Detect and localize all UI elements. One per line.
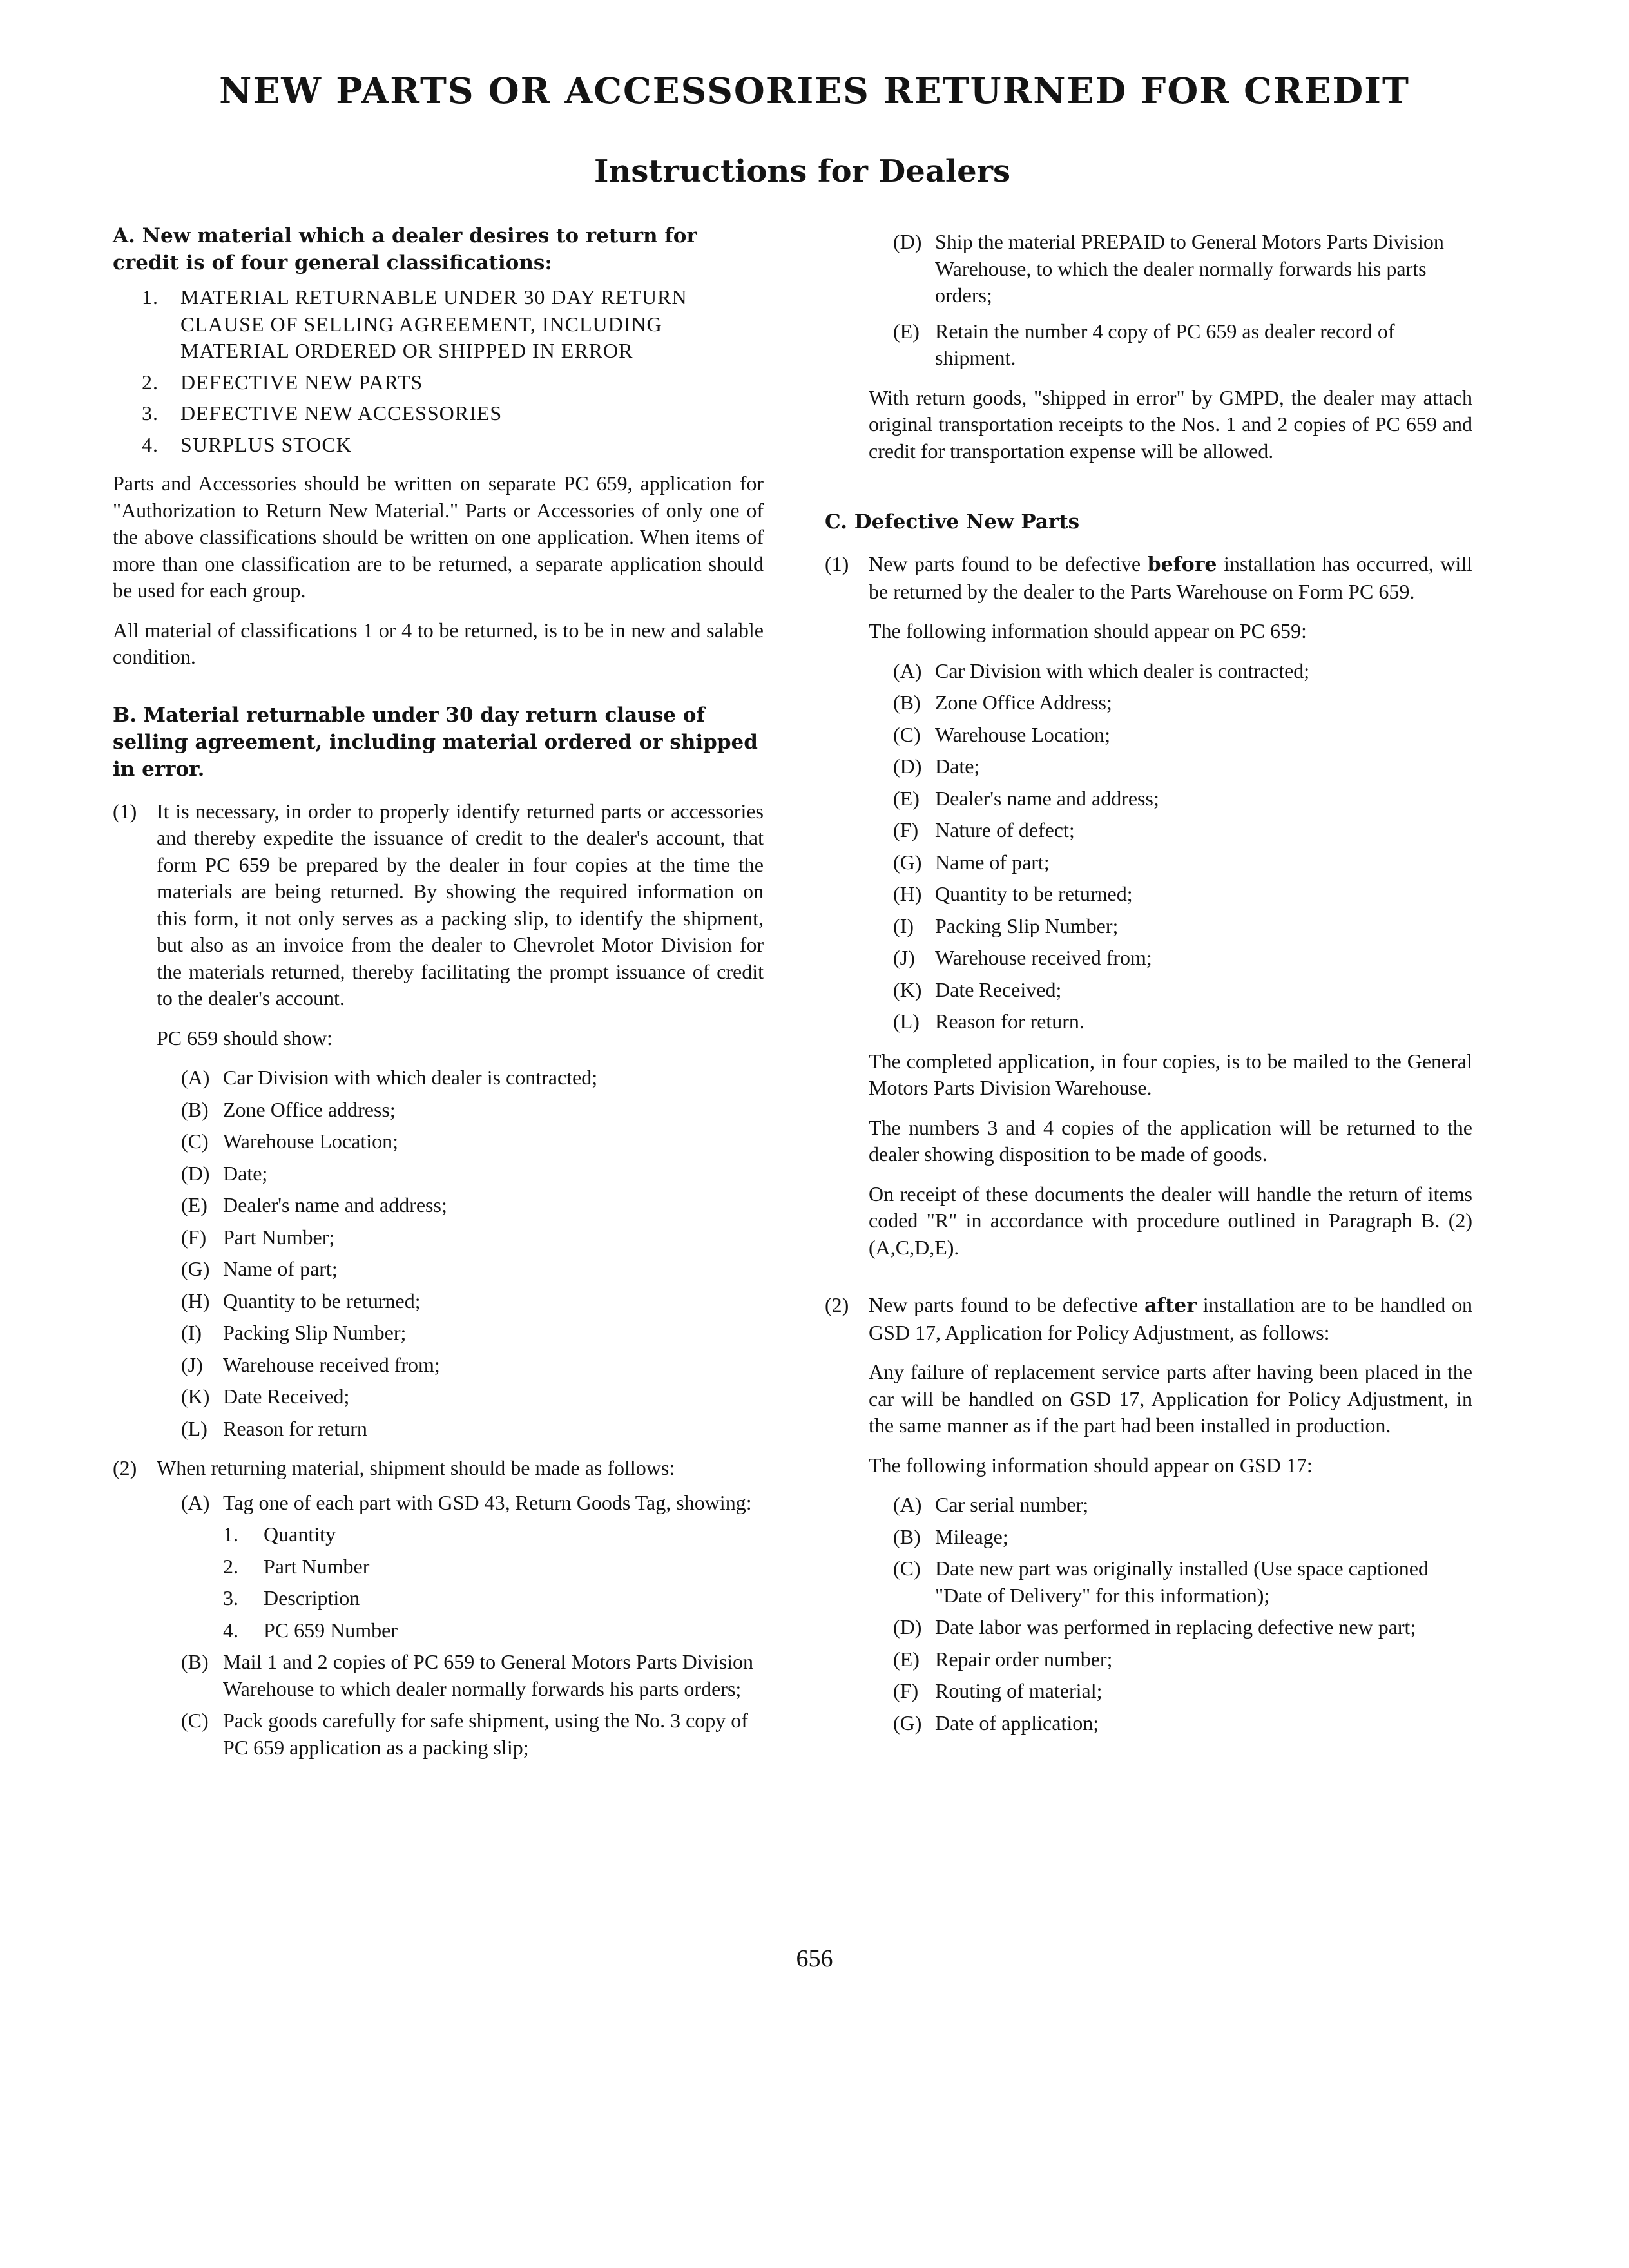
list-item: 1. Quantity [223,1523,336,1546]
list-item: 4. PC 659 Number [223,1618,398,1642]
list-item: 2. Part Number [223,1554,370,1578]
right-column [825,229,1472,1742]
section-c-paragraph: The completed application, in four copies, is to be mailed to the General Motors Parts Division Warehouse. [869,1049,1472,1099]
pc659-fields-list [181,1064,764,1442]
section-c-item-1 [825,551,1472,1261]
item-marker: (2) [825,1293,849,1316]
list-item: (E) Repair order number; [893,1647,1113,1671]
gsd17-intro: The following information should appear on GSD 17: [869,1453,1313,1477]
section-b-item-2 [113,1455,764,1761]
item-marker: (1) [113,799,137,823]
list-item: (F) Part Number; [181,1225,335,1249]
list-item: (H) Quantity to be returned; [181,1289,421,1312]
list-item: (E) Dealer's name and address; [893,786,1159,810]
gsd17-fields-list [893,1492,1472,1736]
item-marker: (2) [113,1456,137,1479]
tag-items-list [223,1521,764,1644]
list-item: (B) Zone Office address; [181,1097,396,1121]
list-item: (F) Routing of material; [893,1679,1103,1702]
list-item: 2. DEFECTIVE NEW PARTS [142,370,423,394]
list-item: (G) Date of application; [893,1711,1099,1735]
section-c-item-2 [825,1292,1472,1736]
list-item: (D) Date; [181,1161,268,1185]
section-c-paragraph: New parts found to be defective before installation has occurred, will be returned by the dealer to the Parts Warehouse on Form PC 659. [869,552,1473,603]
section-b-item-1 [113,798,764,1443]
shipment-steps-continued [893,229,1472,372]
section-b-paragraph: It is necessary, in order to properly identify returned parts or accessories and thereby expedite the issuance of credit to the dealer's account, that form PC 659 be prepared by the dealer in four copies at the time the materials are being returned. By showing the required information on this form, it not only serves as a packing slip, to identify the shipment, but also as an invoice from the dealer to Chevrolet Motor Division for the materials returned, thereby facilitating the prompt issuance of credit to the dealer's account. [157,799,764,1010]
item-marker: (1) [825,552,849,575]
list-item: (I) Packing Slip Number; [181,1321,407,1344]
section-c-paragraph: The numbers 3 and 4 copies of the application will be returned to the dealer showing disposition to be made of goods. [869,1115,1472,1166]
list-item: (A) Car Division with which dealer is contracted; [181,1066,598,1089]
list-item: (L) Reason for return [181,1416,367,1440]
shipment-steps-list [181,1490,764,1762]
classification-list [113,284,764,458]
list-item: 3. DEFECTIVE NEW ACCESSORIES [142,401,503,425]
list-item: (G) Name of part; [893,850,1050,874]
section-b-paragraph: When returning material, shipment should be made as follows: [157,1456,675,1479]
list-item: (B) Mail 1 and 2 copies of PC 659 to General Motors Parts Division Warehouse to which dealer normally forwards his parts orders; [181,1650,754,1700]
list-item: (B) Zone Office Address; [893,691,1112,714]
list-item: (K) Date Received; [181,1385,350,1408]
list-item: (A) Tag one of each part with GSD 43, Return Goods Tag, showing: 1. Quantity 2. Part Number 3. Description 4. PC 659 Number [181,1490,764,1644]
list-item: (C) Warehouse Location; [893,722,1110,746]
section-c-heading: C. Defective New Parts [825,510,1080,533]
list-item: 4. SURPLUS STOCK [142,432,352,456]
list-item: (J) Warehouse received from; [893,946,1152,969]
list-item: 1. MATERIAL RETURNABLE UNDER 30 DAY RETURN CLAUSE OF SELLING AGREEMENT, INCLUDING MATERIAL ORDERED OR SHIPPED IN ERROR [142,285,688,362]
list-item: (A) Car serial number; [893,1493,1089,1516]
list-item: (C) Pack goods carefully for safe shipment, using the No. 3 copy of PC 659 application as a packing slip; [181,1709,748,1759]
section-b-heading: B. Material returnable under 30 day return clause of selling agreement, including material ordered or shipped in error. [113,703,758,781]
page-number: 656 [796,1945,833,1972]
section-c-paragraph: New parts found to be defective after installation are to be handled on GSD 17, Application for Policy Adjustment, as follows: [869,1293,1472,1344]
gmpd-note: With return goods, "shipped in error" by GMPD, the dealer may attach original transportation receipts to the Nos. 1 and 2 copies of PC 659 and credit for transportation expense will be allowed. [869,385,1472,463]
section-c-paragraph: Any failure of replacement service parts after having been placed in the car will be handled on GSD 17, Application for Policy Adjustment, in the same manner as if the part had been installed in production. [869,1360,1472,1437]
list-item: (D) Ship the material PREPAID to General Motors Parts Division Warehouse, to which the dealer normally forwards his parts orders; [893,230,1444,307]
section-a-paragraph: All material of classifications 1 or 4 to be returned, is to be in new and salable condition. [113,618,764,668]
list-item: (E) Dealer's name and address; [181,1193,447,1216]
list-item: 3. Description [223,1586,360,1610]
section-a-paragraph: Parts and Accessories should be written on separate PC 659, application for "Authorization to Return New Material." Parts or Accessories of only one of the above classifications should be written on one application. When items of more than one classification are to be returned, a separate application should be used for each group. [113,472,764,602]
left-column [113,222,764,1766]
list-item: (K) Date Received; [893,977,1062,1001]
list-item: (C) Date new part was originally installed (Use space captioned "Date of Delivery" for this information); [893,1557,1429,1607]
section-c-paragraph: On receipt of these documents the dealer will handle the return of items coded "R" in accordance with procedure outlined in Paragraph B. (2) (A,C,D,E). [869,1182,1472,1259]
section-a-heading: A. New material which a dealer desires to return for credit is of four general classifications: [113,224,697,274]
list-item: (I) Packing Slip Number; [893,914,1119,937]
list-item: (D) Date labor was performed in replacing defective new part; [893,1615,1416,1639]
pc659-intro: PC 659 should show: [157,1026,333,1050]
list-item: (C) Warehouse Location; [181,1129,398,1153]
defect-fields-list [893,658,1472,1035]
page-title: NEW PARTS OR ACCESSORIES RETURNED FOR CREDIT [219,70,1410,111]
list-item: (G) Name of part; [181,1257,338,1280]
list-item: (H) Quantity to be returned; [893,882,1133,905]
list-item: (L) Reason for return. [893,1010,1084,1033]
list-item: (J) Warehouse received from; [181,1352,440,1376]
list-item: (A) Car Division with which dealer is contracted; [893,658,1310,682]
list-item: (B) Mileage; [893,1524,1008,1548]
pc659-intro: The following information should appear on PC 659: [869,619,1307,642]
list-item: (D) Date; [893,754,980,778]
list-item: (E) Retain the number 4 copy of PC 659 as dealer record of shipment. [893,319,1395,369]
list-item: (F) Nature of defect; [893,818,1075,841]
page-subtitle: Instructions for Dealers [593,153,1011,189]
